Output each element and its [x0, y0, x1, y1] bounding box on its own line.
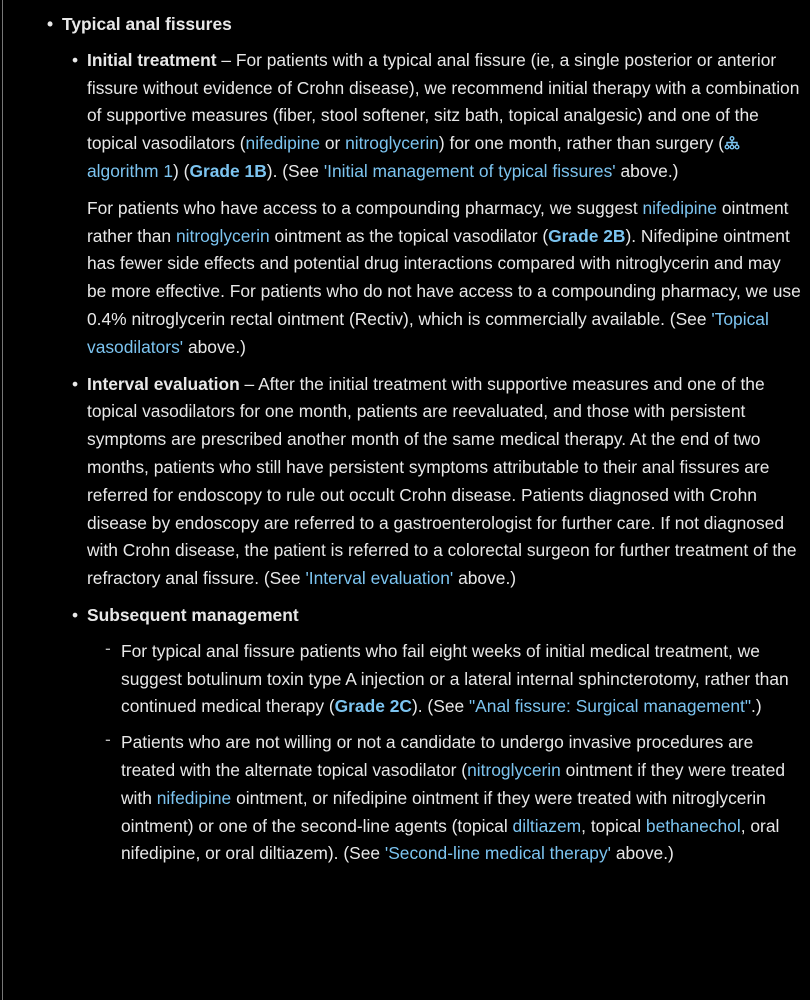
text-segment: above.): [615, 160, 679, 181]
text-segment: ). (See: [266, 160, 324, 181]
link[interactable]: 'Topical vasodilators': [87, 308, 769, 357]
grade-link[interactable]: Grade 2B: [548, 225, 626, 246]
text-segment: – For patients with a typical anal fissure (ie, a single posterior or anterior fissure without evidence of Crohn disease), we recommend initial therapy with a combination of supportive measures (fiber, stool softener, sitz bath, topical analgesic) and one of the topical vasodilators (: [87, 49, 800, 154]
text-segment: ointment if they were treated with: [121, 759, 786, 808]
item-heading: Initial treatment: [87, 49, 217, 70]
link[interactable]: 'Second-line medical therapy': [384, 843, 611, 864]
text-segment: For typical anal fissure patients who fail eight weeks of initial medical treatment, we suggest botulinum toxin type A injection or a lateral internal sphincterotomy, rather than continued medical therapy (: [121, 640, 789, 717]
text-segment: above.): [183, 336, 246, 357]
link[interactable]: nitroglycerin: [175, 225, 270, 246]
sub-item-list: [87, 638, 802, 868]
text-segment: ointment, or nifedipine ointment if they were treated with nitroglycerin ointment) or one of the second-line agents (topical: [121, 787, 766, 836]
text-segment: ). (See: [411, 696, 469, 717]
text-segment: ). Nifedipine ointment has fewer side effects and potential drug interactions compared with nitroglycerin and may be more effective. For patients who do not have access to a compounding pharmacy, we use 0.4% nitroglycerin rectal ointment (Rectiv), which is commercially available. (See: [87, 225, 801, 329]
item-heading: Interval evaluation: [87, 373, 240, 394]
link[interactable]: nifedipine: [156, 787, 232, 808]
link[interactable]: bethanechol: [645, 815, 741, 836]
algorithm-label: algorithm 1: [87, 160, 174, 181]
link[interactable]: 'Initial management of typical fissures': [323, 160, 616, 181]
grade-link[interactable]: Grade 1B: [189, 160, 267, 181]
left-border: [2, 0, 3, 1000]
bullet-icon: •: [72, 49, 79, 70]
dash-icon: -: [105, 729, 111, 750]
link[interactable]: nifedipine: [245, 133, 320, 154]
bullet-icon: •: [72, 604, 79, 625]
text-segment: ) for one month, rather than surgery (: [438, 133, 725, 154]
bullet-icon: •: [72, 373, 79, 394]
paragraph: [87, 371, 802, 593]
section-heading: [47, 11, 802, 39]
sub-list-item: [105, 637, 802, 721]
text-segment: , oral nifedipine, or oral diltiazem). (See: [121, 815, 780, 864]
item-heading: Subsequent management: [87, 604, 299, 625]
section-typical-anal-fissures: [47, 11, 802, 876]
item-list: [62, 47, 802, 868]
text-segment: above.): [453, 568, 517, 589]
link[interactable]: 'Interval evaluation': [305, 568, 454, 589]
dash-icon: -: [105, 637, 111, 658]
text-segment: , topical: [581, 815, 646, 836]
list-item: [72, 371, 802, 593]
link[interactable]: "Anal fissure: Surgical management": [469, 696, 752, 717]
algorithm-icon: [724, 131, 740, 145]
text-segment: ointment rather than: [87, 197, 789, 246]
link[interactable]: nitroglycerin: [467, 759, 561, 780]
text-segment: Patients who are not willing or not a candidate to undergo invasive procedures are treated with the alternate topical vasodilator (: [121, 732, 754, 780]
sub-list-item: [105, 729, 802, 868]
text-segment: For patients who have access to a compounding pharmacy, we suggest: [87, 197, 643, 218]
text-segment: ) (: [173, 160, 190, 181]
bullet-icon: •: [47, 14, 54, 34]
link[interactable]: nitroglycerin: [345, 133, 439, 154]
text-segment: above.): [610, 843, 674, 864]
list-item: [72, 602, 802, 868]
text-segment: – After the initial treatment with supportive measures and one of the topical vasodilators for one month, patients are reevaluated, and those with persistent symptoms are prescribed another month of the same medical therapy. At the end of two months, patients who still have persistent symptoms attributable to their anal fissures are referred for endoscopy to rule out occult Crohn disease. Patients diagnosed with Crohn disease by endoscopy are referred to a gastroenterologist for further care. If not diagnosed with Crohn disease, the patient is referred to a colorectal surgeon for further treatment of the refractory anal fissure. (See: [87, 373, 797, 589]
text-segment: .): [751, 696, 762, 717]
paragraph: [87, 47, 802, 186]
section-title: Typical anal fissures: [62, 14, 232, 34]
text-segment: or: [320, 133, 346, 154]
paragraph: [87, 195, 802, 362]
grade-link[interactable]: Grade 2C: [334, 696, 412, 717]
paragraph: [87, 602, 802, 630]
link[interactable]: diltiazem: [512, 815, 582, 836]
link[interactable]: nifedipine: [642, 197, 717, 218]
text-segment: ointment as the topical vasodilator (: [269, 225, 549, 246]
list-item: [72, 47, 802, 362]
